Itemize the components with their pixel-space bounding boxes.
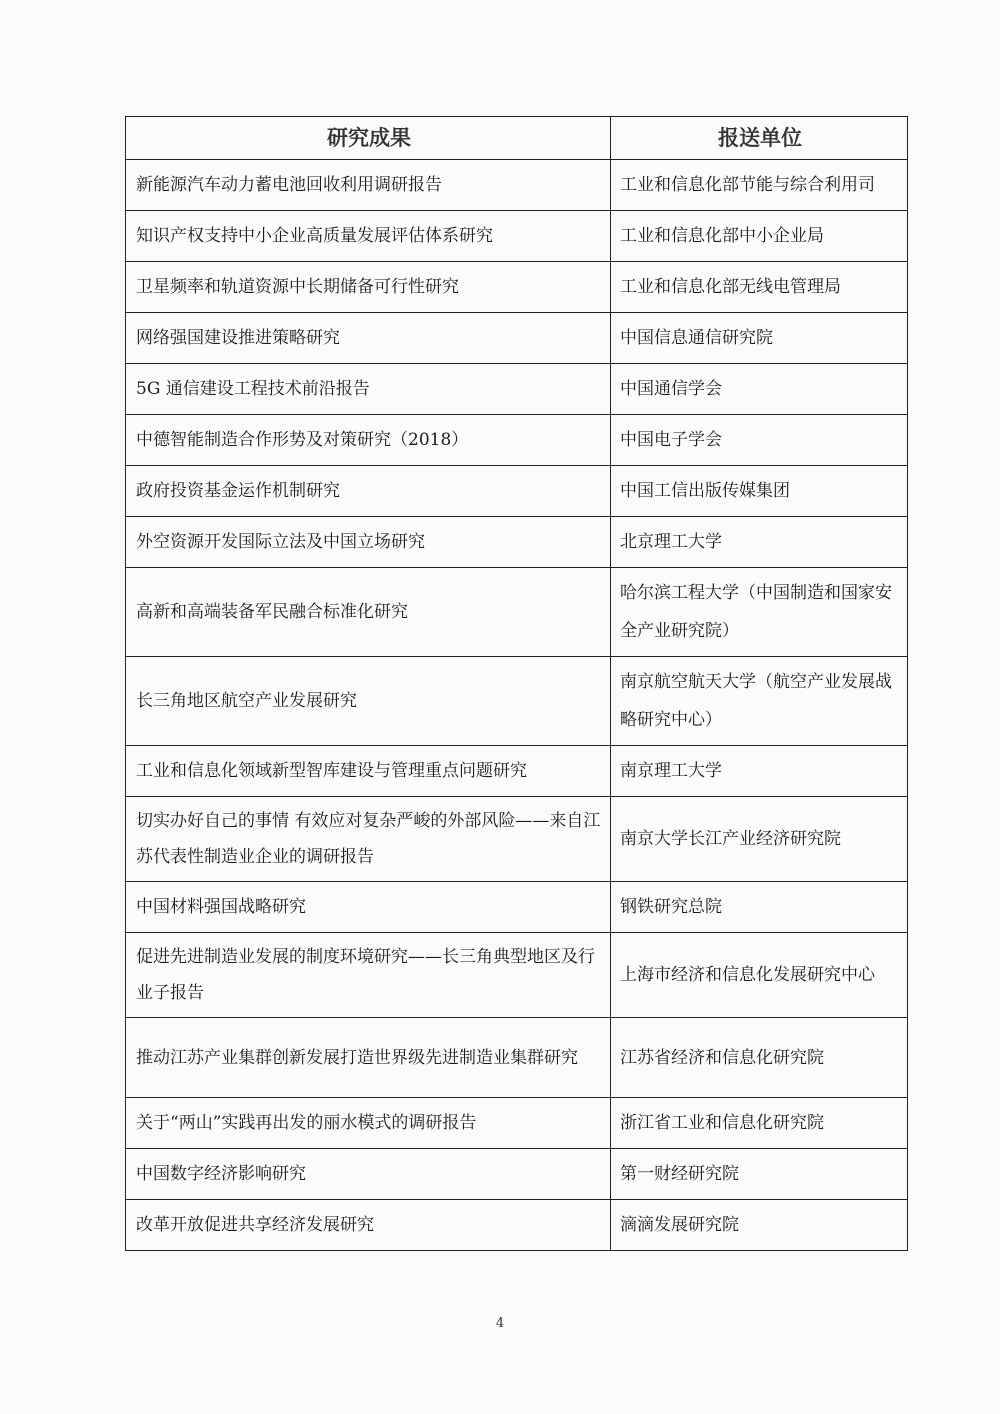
table-row [126,882,908,933]
submitting-unit-cell: 工业和信息化部无线电管理局 [611,262,908,313]
table-row [126,568,908,657]
research-result-cell: 中国数字经济影响研究 [126,1149,611,1200]
table-row [126,262,908,313]
table-row [126,160,908,211]
research-result-cell: 知识产权支持中小企业高质量发展评估体系研究 [126,211,611,262]
table-row [126,466,908,517]
research-result-cell: 外空资源开发国际立法及中国立场研究 [126,517,611,568]
research-result-cell: 工业和信息化领域新型智库建设与管理重点问题研究 [126,746,611,797]
table-row [126,1149,908,1200]
table-row [126,211,908,262]
table-row [126,1018,908,1098]
table-row [126,517,908,568]
table-header-row [126,117,908,160]
header-submitting-unit: 报送单位 [611,117,908,160]
table-row [126,313,908,364]
research-result-cell: 改革开放促进共享经济发展研究 [126,1200,611,1251]
table-row [126,746,908,797]
page-number: 4 [495,1316,505,1331]
research-result-cell: 关于“两山”实践再出发的丽水模式的调研报告 [126,1098,611,1149]
table-row [126,657,908,746]
research-result-cell: 中德智能制造合作形势及对策研究（2018） [126,415,611,466]
research-result-cell: 长三角地区航空产业发展研究 [126,657,611,746]
table-row [126,364,908,415]
table-row [126,415,908,466]
submitting-unit-cell: 第一财经研究院 [611,1149,908,1200]
research-result-cell: 高新和高端装备军民融合标准化研究 [126,568,611,657]
research-result-cell: 推动江苏产业集群创新发展打造世界级先进制造业集群研究 [126,1018,611,1098]
submitting-unit-cell: 南京理工大学 [611,746,908,797]
submitting-unit-cell: 工业和信息化部节能与综合利用司 [611,160,908,211]
submitting-unit-cell: 滴滴发展研究院 [611,1200,908,1251]
research-result-cell: 政府投资基金运作机制研究 [126,466,611,517]
table-row [126,1200,908,1251]
research-result-cell: 新能源汽车动力蓄电池回收利用调研报告 [126,160,611,211]
submitting-unit-cell: 北京理工大学 [611,517,908,568]
research-result-cell: 卫星频率和轨道资源中长期储备可行性研究 [126,262,611,313]
research-result-cell: 网络强国建设推进策略研究 [126,313,611,364]
submitting-unit-cell: 中国信息通信研究院 [611,313,908,364]
header-research-result: 研究成果 [126,117,611,160]
table-row [126,1098,908,1149]
table-row [126,933,908,1018]
table-row [126,797,908,882]
submitting-unit-cell: 南京航空航天大学（航空产业发展战略研究中心） [611,657,908,746]
results-table [125,116,908,1251]
research-result-cell: 切实办好自己的事情 有效应对复杂严峻的外部风险——来自江苏代表性制造业企业的调研报告 [126,797,611,882]
submitting-unit-cell: 哈尔滨工程大学（中国制造和国家安全产业研究院） [611,568,908,657]
submitting-unit-cell: 浙江省工业和信息化研究院 [611,1098,908,1149]
submitting-unit-cell: 中国工信出版传媒集团 [611,466,908,517]
submitting-unit-cell: 江苏省经济和信息化研究院 [611,1018,908,1098]
submitting-unit-cell: 钢铁研究总院 [611,882,908,933]
submitting-unit-cell: 中国电子学会 [611,415,908,466]
submitting-unit-cell: 上海市经济和信息化发展研究中心 [611,933,908,1018]
research-result-cell: 中国材料强国战略研究 [126,882,611,933]
submitting-unit-cell: 中国通信学会 [611,364,908,415]
submitting-unit-cell: 南京大学长江产业经济研究院 [611,797,908,882]
research-result-cell: 5G 通信建设工程技术前沿报告 [126,364,611,415]
submitting-unit-cell: 工业和信息化部中小企业局 [611,211,908,262]
research-result-cell: 促进先进制造业发展的制度环境研究——长三角典型地区及行业子报告 [126,933,611,1018]
